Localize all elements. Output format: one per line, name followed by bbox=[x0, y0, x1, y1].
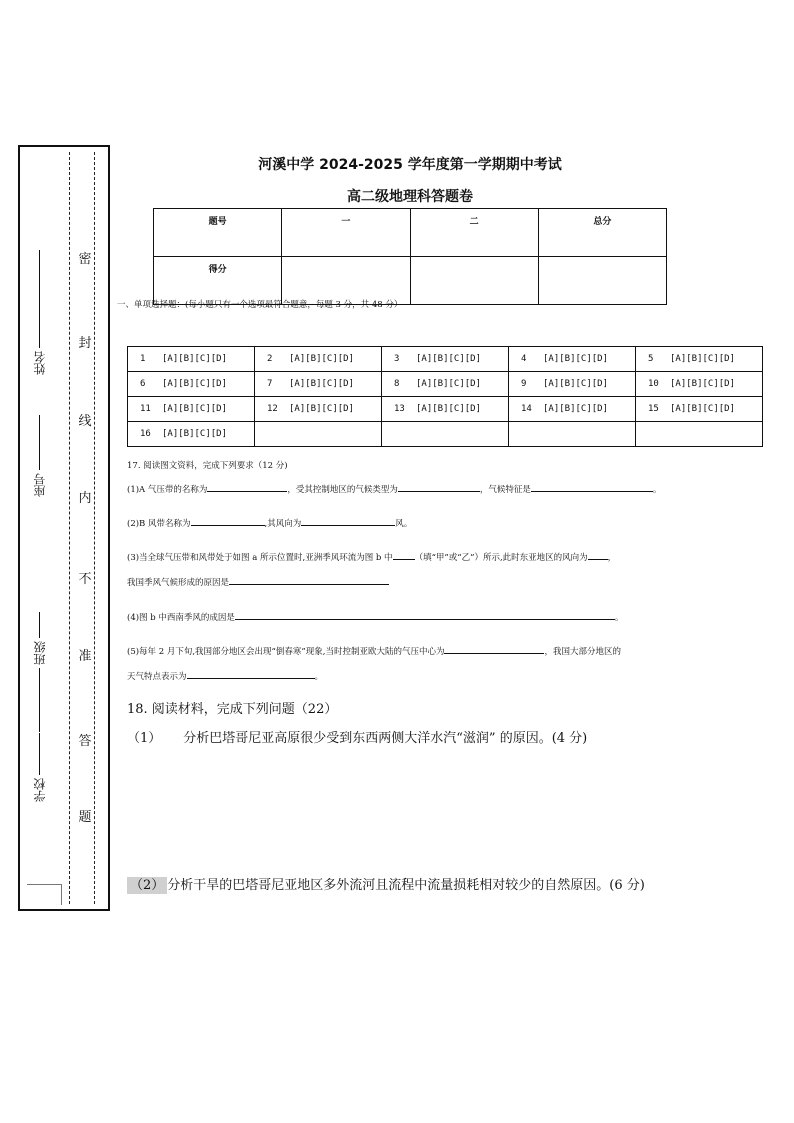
empty-cell bbox=[382, 422, 509, 447]
choice-cell[interactable]: 6 [A][B][C][D] bbox=[128, 372, 255, 397]
empty-cell bbox=[509, 422, 636, 447]
q17-part4: (4)图 b 中西南季风的成因是 。 bbox=[127, 610, 623, 623]
score-header-cell: 一 bbox=[282, 209, 410, 257]
dashed-seal-line bbox=[94, 152, 95, 904]
seal-char: 密 bbox=[78, 252, 92, 267]
corner-mark bbox=[27, 884, 62, 905]
q17-heading: 17. 阅读图文资料，完成下列要求（12 分) bbox=[127, 461, 288, 471]
school-label: 学校 bbox=[32, 778, 47, 802]
answer-blank[interactable] bbox=[444, 644, 544, 654]
answer-blank[interactable] bbox=[301, 516, 395, 526]
answer-blank[interactable] bbox=[235, 610, 615, 620]
name-label: 姓名 bbox=[32, 351, 47, 375]
choice-cell[interactable]: 15 [A][B][C][D] bbox=[636, 397, 763, 422]
choice-cell[interactable]: 7 [A][B][C][D] bbox=[255, 372, 382, 397]
empty-cell bbox=[636, 422, 763, 447]
choice-cell[interactable]: 2 [A][B][C][D] bbox=[255, 347, 382, 372]
name-field[interactable] bbox=[22, 250, 56, 378]
choice-cell[interactable]: 8 [A][B][C][D] bbox=[382, 372, 509, 397]
q18-heading: 18. 阅读材料，完成下列问题（22） bbox=[127, 702, 338, 717]
score-cell[interactable] bbox=[410, 257, 538, 305]
choice-cell[interactable]: 1 [A][B][C][D] bbox=[128, 347, 255, 372]
choice-cell[interactable]: 16 [A][B][C][D] bbox=[128, 422, 255, 447]
answer-blank[interactable] bbox=[207, 482, 287, 492]
seal-char: 题 bbox=[78, 810, 92, 825]
class-field[interactable] bbox=[22, 612, 56, 732]
seal-char: 答 bbox=[78, 734, 92, 749]
empty-cell bbox=[255, 422, 382, 447]
q17-part2: (2)B 风带名称为 ,其风向为 风。 bbox=[127, 516, 412, 529]
choice-grid bbox=[127, 346, 763, 447]
q17-part5-cont: 天气特点表示为 。 bbox=[127, 669, 323, 682]
q18-part1-answer-area[interactable] bbox=[127, 752, 763, 862]
seal-char: 内 bbox=[78, 491, 92, 506]
score-header-cell: 题号 bbox=[154, 209, 282, 257]
choice-cell[interactable]: 4 [A][B][C][D] bbox=[509, 347, 636, 372]
exam-title: 河溪中学 2024-2025 学年度第一学期期中考试 bbox=[258, 157, 562, 173]
answer-blank[interactable] bbox=[229, 575, 389, 585]
choice-cell[interactable]: 3 [A][B][C][D] bbox=[382, 347, 509, 372]
section1-heading: 一、单项选择题：(每小题只有一个选项最符合题意，每题 3 分，共 48 分） bbox=[117, 300, 403, 310]
choice-cell[interactable]: 13 [A][B][C][D] bbox=[382, 397, 509, 422]
answer-blank[interactable] bbox=[398, 482, 480, 492]
answer-blank[interactable] bbox=[588, 550, 608, 560]
seal-char: 线 bbox=[78, 414, 92, 429]
q17-part3: (3)当全球气压带和风带处于如图 a 所示位置时,亚洲季风环流为图 b 中 （填“甲”或“乙”）所示,此时东亚地区的风向为 ， bbox=[127, 550, 616, 563]
exam-subtitle: 高二级地理科答题卷 bbox=[347, 189, 473, 205]
score-header-cell: 二 bbox=[410, 209, 538, 257]
q18-part2: （2） 分析干旱的巴塔哥尼亚地区多外流河且流程中流量损耗相对较少的自然原因。(6 分) bbox=[127, 874, 645, 893]
choice-cell[interactable]: 10 [A][B][C][D] bbox=[636, 372, 763, 397]
answer-blank[interactable] bbox=[531, 482, 653, 492]
answer-blank[interactable] bbox=[187, 669, 315, 679]
q17-part3-cont: 我国季风气候形成的原因是 bbox=[127, 575, 389, 588]
dashed-seal-line bbox=[69, 152, 70, 904]
seat-label: 座号 bbox=[32, 473, 47, 497]
seal-char: 不 bbox=[78, 572, 92, 587]
q18-part1: （1） 分析巴塔哥尼亚高原很少受到东西两侧大洋水汽“滋润” 的原因。(4 分) bbox=[127, 731, 588, 746]
choice-cell[interactable]: 9 [A][B][C][D] bbox=[509, 372, 636, 397]
choice-cell[interactable]: 11 [A][B][C][D] bbox=[128, 397, 255, 422]
seat-field[interactable] bbox=[22, 415, 56, 500]
score-cell[interactable] bbox=[538, 257, 666, 305]
seal-char: 准 bbox=[78, 649, 92, 664]
choice-cell[interactable]: 14 [A][B][C][D] bbox=[509, 397, 636, 422]
q17-part5: (5)每年 2 月下旬,我国部分地区会出现“倒春寒”现象,当时控制亚欧大陆的气压中心为 ，我国大部分地区的 bbox=[127, 644, 621, 657]
seal-char: 封 bbox=[78, 336, 92, 351]
answer-blank[interactable] bbox=[393, 550, 415, 560]
class-label: 班级 bbox=[32, 641, 47, 665]
choice-cell[interactable]: 5 [A][B][C][D] bbox=[636, 347, 763, 372]
choice-cell[interactable]: 12 [A][B][C][D] bbox=[255, 397, 382, 422]
school-field[interactable] bbox=[22, 733, 56, 805]
score-header-cell: 总分 bbox=[538, 209, 666, 257]
score-table bbox=[153, 208, 667, 305]
q17-part1: (1)A 气压带的名称为 ，受其控制地区的气候类型为 ，气候特征是 。 bbox=[127, 482, 661, 495]
score-row-label: 得分 bbox=[154, 257, 282, 305]
answer-blank[interactable] bbox=[191, 516, 265, 526]
